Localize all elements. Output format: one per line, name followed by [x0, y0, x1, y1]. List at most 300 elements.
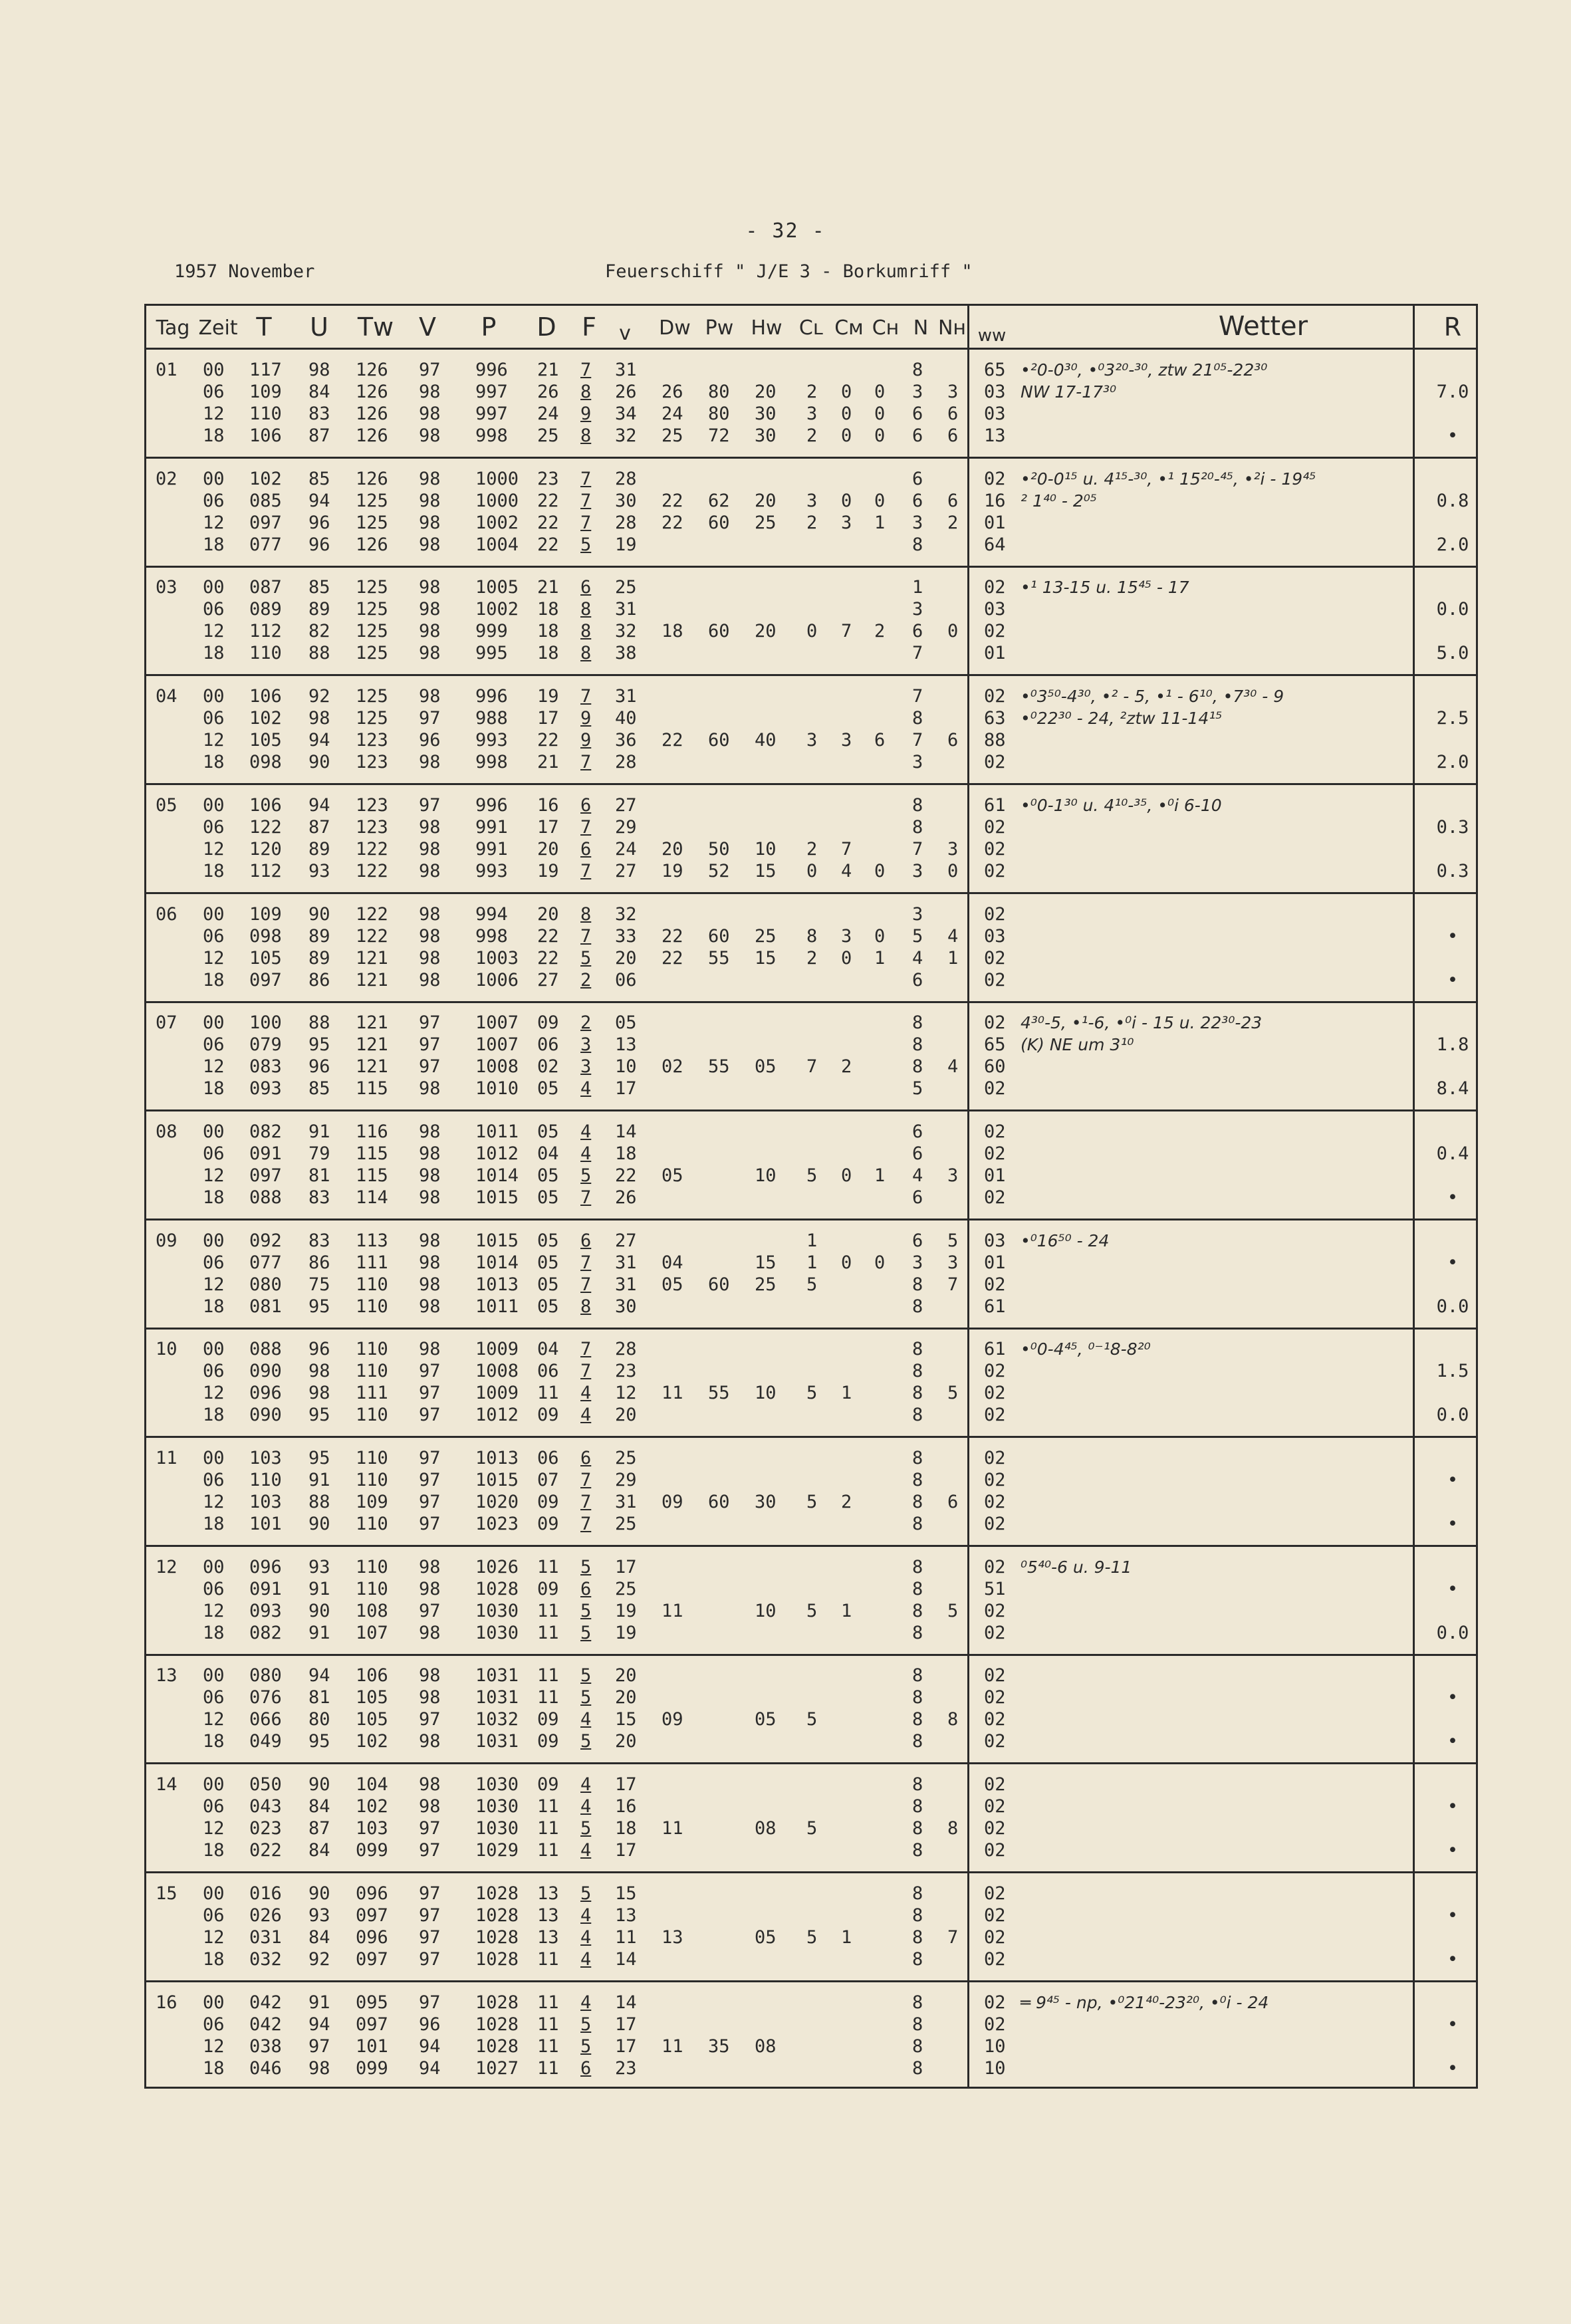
cell-cl: 8	[806, 925, 818, 947]
cell-tw: 105	[356, 1687, 388, 1708]
cell-wetter: 4³⁰-5, •¹-6, •⁰i - 15 u. 22³⁰-23	[1021, 1013, 1263, 1033]
cell-t: 097	[249, 1165, 282, 1186]
cell-hw: 30	[755, 1492, 777, 1512]
cell-d: 11	[537, 1383, 559, 1404]
cell-tw: 125	[356, 643, 388, 664]
table-row	[146, 403, 1476, 425]
cell-d: 05	[537, 1121, 559, 1142]
cell-tw: 111	[356, 1252, 388, 1273]
cell-r: 2.0	[1436, 534, 1469, 555]
cell-p: 1028	[475, 1992, 519, 2013]
cell-cm: 0	[841, 1252, 852, 1273]
table-row	[146, 1469, 1476, 1491]
cell-f: 4	[580, 1078, 592, 1100]
cell-hw: 20	[755, 621, 777, 642]
cell-f: 7	[580, 1339, 592, 1360]
cell-hw: 10	[755, 1600, 777, 1621]
table-row	[146, 751, 1476, 773]
col-f: F	[582, 312, 596, 342]
cell-nh: 5	[947, 1600, 959, 1621]
cell-t: 046	[249, 2057, 282, 2079]
cell-t: 016	[249, 1883, 282, 1904]
cell-nh: 6	[947, 1492, 959, 1512]
table-row	[146, 1883, 1476, 1905]
cell-d: 11	[537, 1665, 559, 1686]
cell-vv: 28	[615, 752, 637, 773]
cell-ch: 1	[874, 947, 886, 969]
cell-f: 5	[580, 1600, 592, 1621]
cell-p: 1014	[475, 1165, 519, 1186]
cell-v: 98	[419, 1339, 441, 1360]
cell-f: 6	[580, 577, 592, 598]
cell-tw: 125	[356, 708, 388, 729]
cell-d: 22	[537, 512, 559, 533]
cell-t: 109	[249, 382, 282, 402]
cell-ww: 01	[984, 643, 1006, 664]
day-group-04	[146, 676, 1476, 785]
cell-dw: 18	[662, 621, 683, 642]
cell-zeit: 18	[203, 1296, 225, 1317]
cell-f: 7	[580, 1492, 592, 1512]
cell-t: 090	[249, 1405, 282, 1426]
cell-hw: 05	[755, 1709, 777, 1730]
cell-zeit: 12	[203, 1926, 225, 1948]
cell-u: 96	[308, 534, 330, 555]
cell-hw: 20	[755, 382, 777, 402]
cell-t: 112	[249, 621, 282, 642]
col-p: P	[481, 312, 497, 342]
cell-v: 98	[419, 1165, 441, 1186]
cell-ww: 02	[984, 1926, 1006, 1948]
cell-ww: 02	[984, 1687, 1006, 1708]
cell-v: 98	[419, 404, 441, 424]
cell-t: 103	[249, 1448, 282, 1468]
cell-zeit: 06	[203, 490, 225, 511]
cell-f: 5	[580, 1818, 592, 1839]
cell-zeit: 06	[203, 1034, 225, 1056]
cell-v: 98	[419, 1556, 441, 1577]
cell-tw: 111	[356, 1383, 388, 1404]
cell-v: 98	[419, 1665, 441, 1686]
cell-n: 3	[912, 752, 923, 773]
table-row	[146, 969, 1476, 991]
cell-tw: 122	[356, 903, 388, 925]
cell-t: 043	[249, 1796, 282, 1817]
cell-ww: 02	[984, 860, 1006, 881]
cell-ww: 01	[984, 1252, 1006, 1273]
cell-zeit: 00	[203, 1448, 225, 1468]
cell-p: 1012	[475, 1143, 519, 1164]
cell-v: 96	[419, 2014, 441, 2035]
cell-p: 1012	[475, 1405, 519, 1426]
cell-t: 105	[249, 730, 282, 751]
col-hw: Hᴡ	[751, 316, 783, 340]
cell-n: 8	[912, 1774, 923, 1796]
cell-ww: 02	[984, 1274, 1006, 1295]
cell-n: 8	[912, 1665, 923, 1686]
cell-zeit: 18	[203, 1405, 225, 1426]
cell-d: 13	[537, 1926, 559, 1948]
cell-nh: 1	[947, 947, 959, 969]
cell-cl: 5	[806, 1709, 818, 1730]
cell-v: 98	[419, 490, 441, 511]
page-number: - 32 -	[745, 219, 826, 243]
cell-d: 20	[537, 903, 559, 925]
cell-u: 92	[308, 1948, 330, 1970]
cell-vv: 18	[615, 1143, 637, 1164]
cell-u: 82	[308, 621, 330, 642]
cell-r: •	[1447, 1948, 1459, 1970]
table-row	[146, 1187, 1476, 1209]
cell-dw: 11	[662, 1600, 683, 1621]
cell-p: 1005	[475, 577, 519, 598]
cell-r: •	[1447, 925, 1459, 947]
cell-n: 4	[912, 1165, 923, 1186]
day-group-11	[146, 1438, 1476, 1547]
cell-n: 8	[912, 794, 923, 816]
cell-p: 1013	[475, 1274, 519, 1295]
table-row	[146, 1447, 1476, 1469]
table-row	[146, 1056, 1476, 1078]
table-row	[146, 1252, 1476, 1274]
cell-nh: 7	[947, 1274, 959, 1295]
cell-nh: 6	[947, 404, 959, 424]
header-date: 1957 November	[174, 261, 315, 282]
cell-r: •	[1447, 1187, 1459, 1208]
cell-v: 98	[419, 838, 441, 860]
cell-u: 93	[308, 1905, 330, 1926]
table-row	[146, 1839, 1476, 1861]
cell-vv: 25	[615, 1578, 637, 1599]
cell-ww: 02	[984, 577, 1006, 598]
cell-dw: 02	[662, 1056, 683, 1078]
cell-f: 3	[580, 1034, 592, 1056]
table-row	[146, 1578, 1476, 1600]
cell-n: 8	[912, 1796, 923, 1817]
col-cm: Cᴍ	[834, 316, 864, 340]
cell-ch: 1	[874, 512, 886, 533]
cell-d: 05	[537, 1274, 559, 1295]
table-row	[146, 1338, 1476, 1360]
cell-zeit: 06	[203, 1687, 225, 1708]
cell-d: 20	[537, 838, 559, 860]
cell-u: 89	[308, 838, 330, 860]
day-group-10	[146, 1329, 1476, 1438]
cell-ch: 0	[874, 425, 886, 446]
cell-p: 997	[475, 404, 508, 424]
table-row	[146, 838, 1476, 860]
cell-r: 0.3	[1436, 860, 1469, 881]
cell-cl: 1	[806, 1252, 818, 1273]
cell-pw: 50	[708, 838, 730, 860]
cell-ww: 10	[984, 2057, 1006, 2079]
cell-wetter: •²0-0³⁰, •⁰3²⁰-³⁰, ztw 21⁰⁵-22³⁰	[1021, 360, 1268, 380]
cell-tw: 123	[356, 730, 388, 751]
cell-f: 6	[580, 794, 592, 816]
cell-tw: 110	[356, 1578, 388, 1599]
cell-ww: 13	[984, 425, 1006, 446]
cell-ww: 02	[984, 752, 1006, 773]
cell-vv: 32	[615, 425, 637, 446]
cell-vv: 22	[615, 1165, 637, 1186]
cell-tw: 121	[356, 1034, 388, 1056]
cell-tw: 109	[356, 1492, 388, 1512]
cell-ww: 60	[984, 1056, 1006, 1078]
cell-n: 3	[912, 1252, 923, 1273]
cell-zeit: 18	[203, 534, 225, 555]
cell-cm: 0	[841, 404, 852, 424]
cell-u: 95	[308, 1731, 330, 1752]
cell-n: 6	[912, 621, 923, 642]
cell-ww: 02	[984, 1796, 1006, 1817]
cell-r: •	[1447, 1796, 1459, 1817]
cell-f: 7	[580, 1514, 592, 1534]
cell-tw: 126	[356, 382, 388, 402]
cell-f: 5	[580, 534, 592, 555]
cell-vv: 14	[615, 1992, 637, 2013]
cell-n: 8	[912, 1492, 923, 1512]
cell-n: 8	[912, 360, 923, 380]
cell-f: 7	[580, 860, 592, 881]
day-group-08	[146, 1111, 1476, 1220]
cell-v: 97	[419, 1948, 441, 1970]
cell-p: 998	[475, 752, 508, 773]
cell-tag: 13	[156, 1665, 178, 1686]
cell-r: 1.5	[1436, 1361, 1469, 1382]
cell-u: 92	[308, 686, 330, 707]
cell-f: 5	[580, 1665, 592, 1686]
table-row	[146, 2035, 1476, 2057]
cell-vv: 17	[615, 2035, 637, 2057]
cell-r: •	[1447, 1840, 1459, 1861]
cell-f: 7	[580, 686, 592, 707]
table-row	[146, 512, 1476, 534]
cell-f: 4	[580, 1709, 592, 1730]
cell-ww: 02	[984, 621, 1006, 642]
cell-cm: 3	[841, 512, 852, 533]
cell-u: 81	[308, 1687, 330, 1708]
cell-f: 4	[580, 1905, 592, 1926]
cell-zeit: 06	[203, 1578, 225, 1599]
cell-zeit: 12	[203, 621, 225, 642]
cell-cl: 2	[806, 425, 818, 446]
cell-ch: 0	[874, 490, 886, 511]
cell-v: 94	[419, 2035, 441, 2057]
cell-vv: 05	[615, 1012, 637, 1034]
cell-u: 85	[308, 468, 330, 489]
cell-d: 09	[537, 1731, 559, 1752]
table-row	[146, 1121, 1476, 1143]
cell-p: 1028	[475, 1926, 519, 1948]
cell-f: 5	[580, 947, 592, 969]
col-pw: Pᴡ	[705, 316, 734, 340]
cell-dw: 25	[662, 425, 683, 446]
cell-u: 94	[308, 730, 330, 751]
cell-n: 1	[912, 577, 923, 598]
cell-v: 98	[419, 1252, 441, 1273]
cell-zeit: 12	[203, 730, 225, 751]
cell-n: 8	[912, 1339, 923, 1360]
cell-ww: 02	[984, 1078, 1006, 1100]
table-row	[146, 1796, 1476, 1817]
cell-wetter: (K) NE um 3¹⁰	[1021, 1035, 1134, 1055]
cell-r: 8.4	[1436, 1078, 1469, 1100]
cell-f: 5	[580, 1883, 592, 1904]
cell-wetter: ² 1⁴⁰ - 2⁰⁵	[1021, 491, 1097, 511]
cell-n: 8	[912, 1992, 923, 2013]
cell-u: 87	[308, 425, 330, 446]
cell-u: 91	[308, 1470, 330, 1490]
cell-dw: 05	[662, 1274, 683, 1295]
cell-r: 2.0	[1436, 752, 1469, 773]
cell-vv: 17	[615, 1774, 637, 1796]
cell-zeit: 06	[203, 816, 225, 838]
cell-vv: 12	[615, 1383, 637, 1404]
cell-tw: 114	[356, 1187, 388, 1208]
cell-u: 87	[308, 816, 330, 838]
cell-r: •	[1447, 1687, 1459, 1708]
cell-vv: 31	[615, 1274, 637, 1295]
cell-vv: 16	[615, 1796, 637, 1817]
cell-dw: 22	[662, 512, 683, 533]
cell-n: 6	[912, 1187, 923, 1208]
table-row	[146, 1360, 1476, 1382]
cell-r: 7.0	[1436, 382, 1469, 402]
cell-hw: 25	[755, 925, 777, 947]
cell-t: 106	[249, 686, 282, 707]
cell-t: 096	[249, 1383, 282, 1404]
cell-d: 05	[537, 1252, 559, 1273]
cell-tw: 126	[356, 534, 388, 555]
cell-cm: 1	[841, 1926, 852, 1948]
cell-ww: 61	[984, 1296, 1006, 1317]
cell-wetter: •⁰16⁵⁰ - 24	[1021, 1230, 1110, 1250]
cell-n: 7	[912, 730, 923, 751]
cell-u: 98	[308, 1383, 330, 1404]
cell-r: 0.0	[1436, 1296, 1469, 1317]
cell-t: 100	[249, 1012, 282, 1034]
cell-vv: 33	[615, 925, 637, 947]
cell-ww: 02	[984, 1774, 1006, 1796]
cell-pw: 62	[708, 490, 730, 511]
cell-ww: 02	[984, 838, 1006, 860]
cell-vv: 20	[615, 947, 637, 969]
cell-d: 22	[537, 490, 559, 511]
cell-p: 1032	[475, 1709, 519, 1730]
table-row	[146, 642, 1476, 664]
cell-d: 17	[537, 708, 559, 729]
cell-cl: 5	[806, 1926, 818, 1948]
cell-nh: 6	[947, 730, 959, 751]
cell-hw: 25	[755, 1274, 777, 1295]
cell-u: 85	[308, 577, 330, 598]
cell-d: 04	[537, 1339, 559, 1360]
cell-zeit: 12	[203, 1274, 225, 1295]
cell-vv: 13	[615, 1034, 637, 1056]
table-row	[146, 707, 1476, 729]
table-row	[146, 1774, 1476, 1796]
cell-f: 6	[580, 1448, 592, 1468]
cell-zeit: 06	[203, 599, 225, 620]
cell-tw: 102	[356, 1796, 388, 1817]
cell-zeit: 00	[203, 1339, 225, 1360]
cell-f: 5	[580, 1622, 592, 1643]
cell-u: 96	[308, 512, 330, 533]
cell-u: 75	[308, 1274, 330, 1295]
cell-p: 1004	[475, 534, 519, 555]
cell-nh: 2	[947, 512, 959, 533]
cell-vv: 28	[615, 1339, 637, 1360]
cell-v: 98	[419, 1687, 441, 1708]
cell-t: 083	[249, 1056, 282, 1078]
cell-r: •	[1447, 1731, 1459, 1752]
cell-wetter: ⁰5⁴⁰-6 u. 9-11	[1021, 1557, 1132, 1577]
cell-u: 98	[308, 2057, 330, 2079]
cell-tw: 121	[356, 1056, 388, 1078]
cell-tw: 125	[356, 577, 388, 598]
cell-pw: 72	[708, 425, 730, 446]
cell-p: 1015	[475, 1230, 519, 1251]
col-t: T	[256, 312, 272, 342]
cell-v: 98	[419, 686, 441, 707]
col-n: N	[913, 316, 929, 340]
cell-dw: 24	[662, 404, 683, 424]
cell-vv: 31	[615, 1492, 637, 1512]
cell-wetter: NW 17-17³⁰	[1021, 382, 1117, 402]
col-ww: ww	[977, 326, 1007, 346]
cell-dw: 22	[662, 490, 683, 511]
cell-n: 8	[912, 1905, 923, 1926]
cell-t: 080	[249, 1665, 282, 1686]
day-group-16	[146, 1982, 1476, 2091]
cell-v: 98	[419, 969, 441, 990]
table-row	[146, 794, 1476, 816]
cell-ww: 02	[984, 1818, 1006, 1839]
cell-d: 11	[537, 1992, 559, 2013]
cell-v: 98	[419, 512, 441, 533]
table-row	[146, 947, 1476, 969]
table-row	[146, 1817, 1476, 1839]
cell-dw: 05	[662, 1165, 683, 1186]
cell-vv: 31	[615, 599, 637, 620]
cell-tw: 115	[356, 1165, 388, 1186]
cell-cl: 3	[806, 404, 818, 424]
cell-d: 16	[537, 794, 559, 816]
cell-n: 8	[912, 708, 923, 729]
cell-p: 996	[475, 686, 508, 707]
cell-vv: 20	[615, 1405, 637, 1426]
cell-zeit: 06	[203, 1470, 225, 1490]
cell-d: 11	[537, 2057, 559, 2079]
cell-tw: 125	[356, 512, 388, 533]
cell-f: 5	[580, 1556, 592, 1577]
cell-v: 97	[419, 1012, 441, 1034]
cell-ww: 63	[984, 708, 1006, 729]
cell-ch: 0	[874, 860, 886, 881]
cell-t: 026	[249, 1905, 282, 1926]
cell-vv: 27	[615, 1230, 637, 1251]
cell-f: 8	[580, 903, 592, 925]
cell-n: 6	[912, 490, 923, 511]
cell-d: 09	[537, 1405, 559, 1426]
cell-zeit: 00	[203, 1230, 225, 1251]
cell-n: 6	[912, 1121, 923, 1142]
cell-f: 5	[580, 1165, 592, 1186]
cell-v: 97	[419, 1034, 441, 1056]
cell-cm: 0	[841, 425, 852, 446]
cell-hw: 10	[755, 1383, 777, 1404]
table-row	[146, 1905, 1476, 1926]
